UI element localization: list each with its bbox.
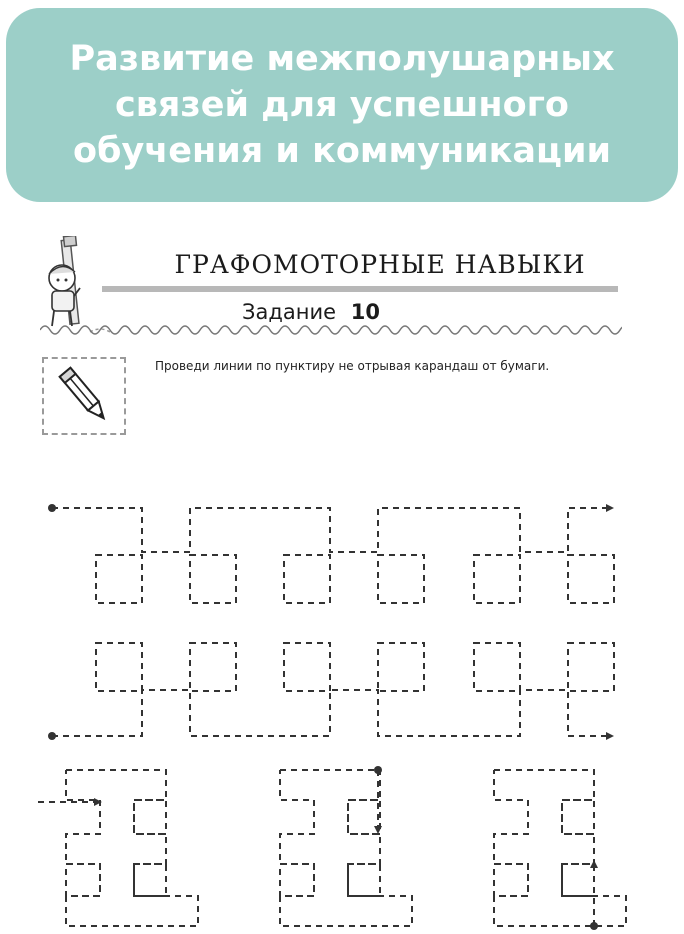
instruction-text: Проведи линии по пунктиру не отрывая карандаш от бумаги.: [155, 359, 550, 373]
trace-square: [190, 555, 236, 603]
trace-figure-3: [494, 770, 626, 926]
trace-line-2: [52, 690, 612, 736]
trace-square: [190, 643, 236, 691]
start-dot-icon: [48, 504, 56, 512]
start-dot-icon: [374, 766, 382, 774]
task-number: 10: [350, 300, 380, 324]
trace-square: [66, 864, 100, 896]
pencil-box: [42, 357, 126, 435]
task-label: Задание: [242, 300, 337, 324]
trace-square: [568, 555, 614, 603]
title-banner: [6, 8, 678, 202]
wavy-divider: [40, 322, 622, 338]
tracing-pattern: [0, 470, 684, 934]
trace-square: [378, 555, 424, 603]
trace-square: [474, 643, 520, 691]
banner-title: Развитие межполушарных связей для успешного обучения и коммуникации: [69, 39, 615, 171]
trace-square: [284, 643, 330, 691]
trace-square: [96, 643, 142, 691]
start-dot-icon: [590, 922, 598, 930]
trace-square: [284, 555, 330, 603]
trace-square: [494, 864, 528, 896]
trace-figure-2: [280, 770, 412, 926]
trace-square: [280, 864, 314, 896]
start-dot-icon: [48, 732, 56, 740]
trace-square: [348, 864, 380, 896]
trace-square: [568, 643, 614, 691]
trace-square: [378, 643, 424, 691]
trace-square: [348, 800, 380, 834]
trace-figure-1: [66, 770, 198, 926]
trace-square: [562, 864, 594, 896]
trace-square: [474, 555, 520, 603]
trace-line-1: [52, 508, 612, 552]
pencil-icon: [54, 363, 116, 429]
task-label-row: [242, 300, 380, 324]
trace-square: [96, 555, 142, 603]
sheet-heading: ГРАФОМОТОРНЫЕ НАВЫКИ: [174, 250, 586, 279]
heading-underline: [102, 286, 618, 292]
trace-square: [562, 800, 594, 834]
trace-square: [134, 800, 166, 834]
trace-square: [134, 864, 166, 896]
